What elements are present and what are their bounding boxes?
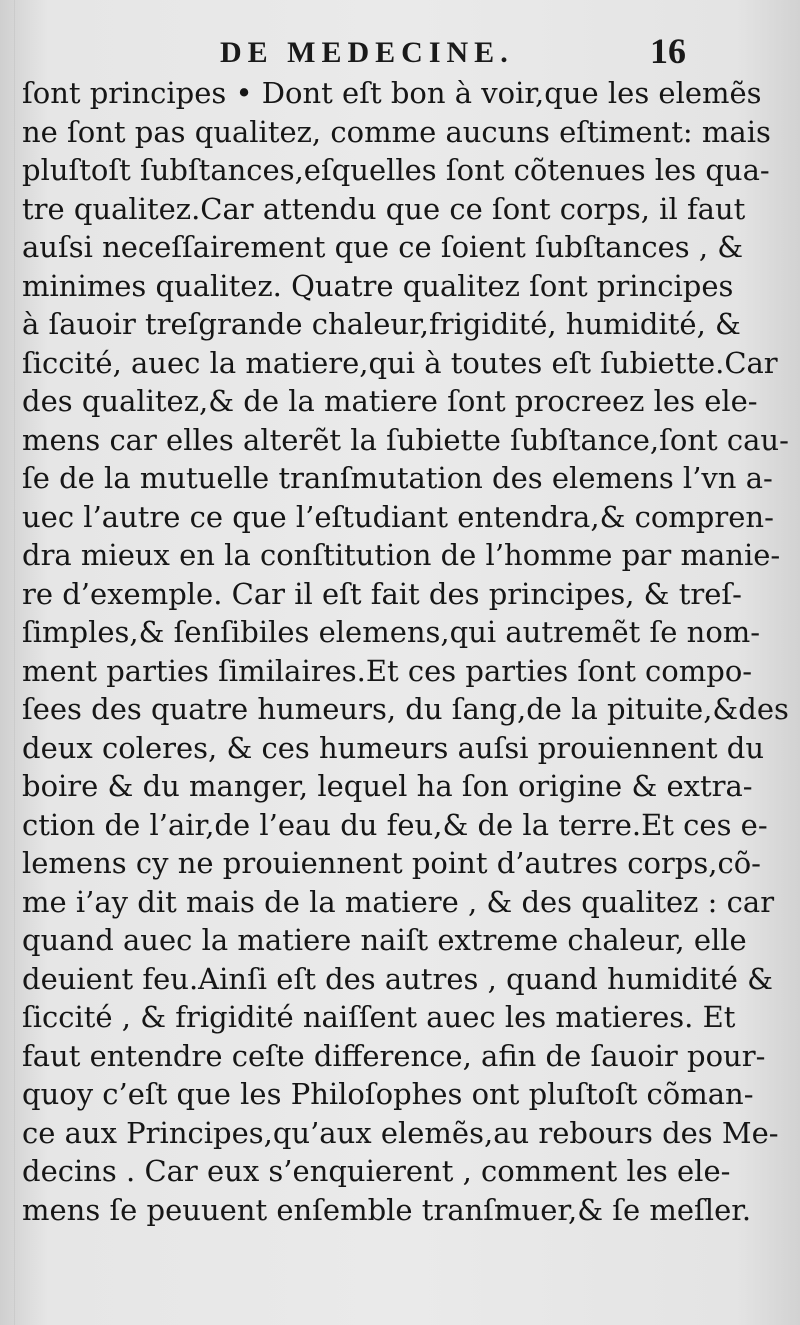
text-line: decins . Car eux s’enquierent , comment les ele- bbox=[22, 1154, 731, 1188]
text-line: tre qualitez.Car attendu que ce ſont corps, il faut bbox=[22, 191, 746, 226]
text-block bbox=[22, 74, 789, 1229]
text-line: mens ſe peuuent enſemble tranſmuer,& ſe meſler. bbox=[22, 1192, 752, 1227]
text-line: auſsi neceſſairement que ce ſoient ſubſtances , & bbox=[22, 230, 744, 264]
text-line: faut entendre ceſte difference, afin de ſauoir pour- bbox=[22, 1038, 766, 1073]
page-number: 16 bbox=[650, 31, 686, 71]
text-line: à ſauoir treſgrande chaleur,frigidité, humidité, & bbox=[22, 307, 741, 341]
text-line: des qualitez,& de la matiere ſont procreez les ele- bbox=[22, 384, 758, 418]
running-head: DE MEDECINE. bbox=[220, 36, 514, 69]
text-line: ction de l’air,de l’eau du feu,& de la terre.Et ces e- bbox=[22, 807, 768, 842]
text-line: ſiccité, auec la matiere,qui à toutes eſt ſubiette.Car bbox=[22, 345, 778, 380]
text-line: re d’exemple. Car il eſt fait des principes, & treſ- bbox=[22, 576, 742, 611]
text-line: ne ſont pas qualitez, comme aucuns eſtiment: mais bbox=[22, 114, 771, 149]
text-line: dra mieux en la conſtitution de l’homme par manie- bbox=[22, 538, 781, 572]
text-line: minimes qualitez. Quatre qualitez ſont principes bbox=[22, 268, 734, 303]
text-line: me i’ay dit mais de la matiere , & des qualitez : car bbox=[22, 884, 775, 919]
text-line: ſont principes • Dont eſt bon à voir,que les elemẽs bbox=[22, 76, 762, 110]
text-line: uec l’autre ce que l’eſtudiant entendra,& compren- bbox=[22, 499, 774, 534]
text-line: quand auec la matiere naiſt extreme chaleur, elle bbox=[22, 923, 747, 957]
text-line: ſimples,& ſenſibiles elemens,qui autremẽt ſe nom- bbox=[22, 615, 761, 649]
text-line: mens car elles alterẽt la ſubiette ſubſtance,ſont cau- bbox=[22, 422, 789, 457]
text-line: ſiccité , & frigidité naiſſent auec les matieres. Et bbox=[22, 1000, 736, 1034]
page-edge-shadow bbox=[14, 0, 15, 1325]
text-line: lemens cy ne prouiennent point d’autres corps,cõ- bbox=[22, 846, 761, 880]
text-line: ſees des quatre humeurs, du ſang,de la pituite,&des bbox=[22, 692, 789, 726]
text-line: ſe de la mutuelle tranſmutation des elemens l’vn a- bbox=[22, 461, 773, 495]
text-line: quoy c’eſt que les Philoſophes ont pluſtoſt cõman- bbox=[22, 1077, 754, 1111]
text-line: pluſtoſt ſubſtances,eſquelles ſont cõtenues les qua- bbox=[22, 153, 770, 187]
text-line: ment parties ſimilaires.Et ces parties ſont compo- bbox=[22, 653, 753, 688]
text-line: deux coleres, & ces humeurs auſsi prouiennent du bbox=[22, 730, 765, 765]
text-line: boire & du manger, lequel ha ſon origine & extra- bbox=[22, 769, 753, 803]
text-line: deuient feu.Ainſi eſt des autres , quand humidité & bbox=[22, 961, 773, 996]
text-line: ce aux Principes,qu’aux elemẽs,au rebours des Me- bbox=[22, 1115, 779, 1150]
